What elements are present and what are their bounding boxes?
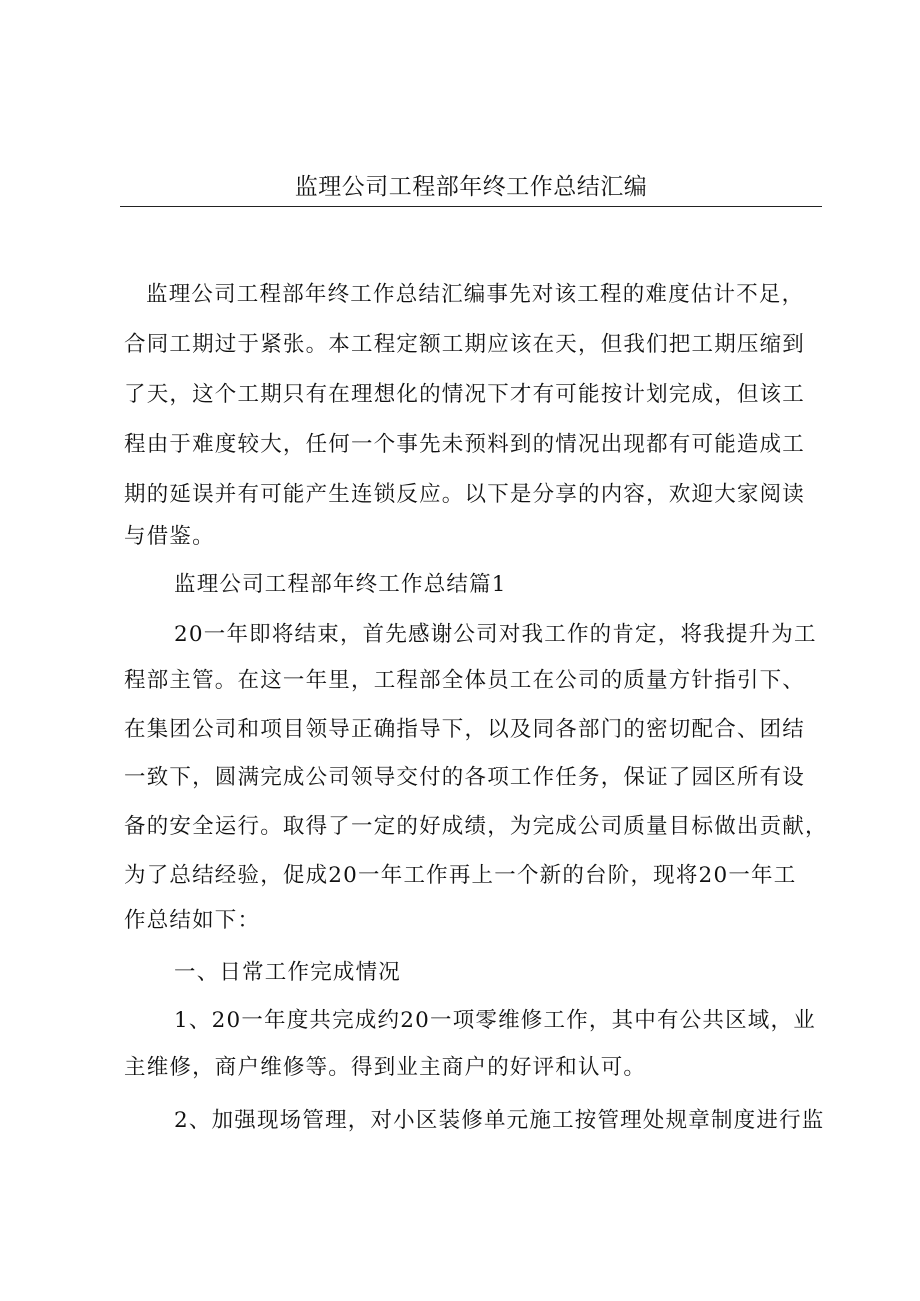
list-item: 2、加强现场管理，对小区装修单元施工按管理处规章制度进行监 xyxy=(174,1108,825,1133)
paragraph-line: 备的安全运行。取得了一定的好成绩，为完成公司质量目标做出贡献， xyxy=(124,814,828,839)
paragraph-line: 一致下，圆满完成公司领导交付的各项工作任务，保证了园区所有设 xyxy=(124,765,806,790)
intro-line: 程由于难度较大，任何一个事先未预料到的情况出现都有可能造成工 xyxy=(124,432,806,457)
intro-line: 与借鉴。 xyxy=(124,524,215,549)
document-title: 监理公司工程部年终工作总结汇编 xyxy=(294,174,648,200)
paragraph-line: 为了总结经验，促成20一年工作再上一个新的台阶，现将20一年工 xyxy=(124,863,797,888)
paragraph-line: 在集团公司和项目领导正确指导下，以及同各部门的密切配合、团结 xyxy=(124,717,806,742)
title-underline xyxy=(120,206,822,207)
list-item: 主维修，商户维修等。得到业主商户的好评和认可。 xyxy=(124,1055,647,1080)
intro-line: 期的延误并有可能产生连锁反应。以下是分享的内容，欢迎大家阅读 xyxy=(124,482,806,507)
intro-line: 了天，这个工期只有在理想化的情况下才有可能按计划完成，但该工 xyxy=(124,382,806,407)
subheading: 一、日常工作完成情况 xyxy=(174,960,402,985)
intro-line: 合同工期过于紧张。本工程定额工期应该在天，但我们把工期压缩到 xyxy=(124,332,806,357)
intro-line: 监理公司工程部年终工作总结汇编事先对该工程的难度估计不足， xyxy=(146,282,805,307)
section-heading: 监理公司工程部年终工作总结篇1 xyxy=(174,572,507,597)
list-item: 1、20一年度共完成约20一项零维修工作，其中有公共区域，业 xyxy=(174,1008,816,1033)
paragraph-line: 作总结如下： xyxy=(124,908,261,933)
paragraph-line: 20一年即将结束，首先感谢公司对我工作的肯定，将我提升为工 xyxy=(174,622,817,647)
paragraph-line: 程部主管。在这一年里，工程部全体员工在公司的质量方针指引下、 xyxy=(124,668,806,693)
